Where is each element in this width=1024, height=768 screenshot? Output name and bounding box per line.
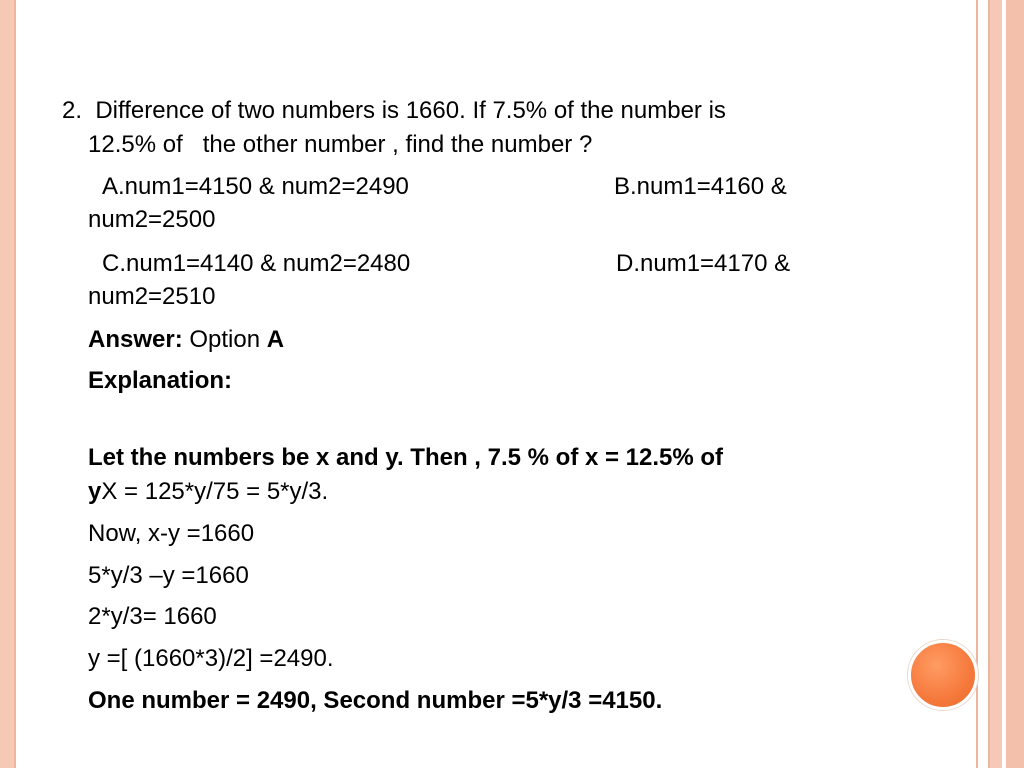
step-line: Now, x-y =1660 <box>88 520 255 547</box>
explanation-line-2-rest: X = 125*y/75 = 5*y/3. <box>101 478 329 505</box>
answer-text: Option <box>182 326 267 353</box>
question-line-1: 2. Difference of two numbers is 1660. If 7.5% of the number is <box>62 97 726 124</box>
question-line-2: 12.5% of the other number , find the number ? <box>88 131 593 158</box>
explanation-line-2-bold: y <box>88 478 102 505</box>
explanation-line-2 <box>88 475 328 508</box>
conclusion-line: One number = 2490, Second number =5*y/3 =4150. <box>88 687 663 714</box>
answer-option: A <box>266 326 285 353</box>
option-b-part-2: num2=2500 <box>88 206 216 233</box>
option-d-part-2: num2=2510 <box>88 283 216 310</box>
option-b-part-1: B.num1=4160 & <box>614 173 787 200</box>
option-d-part-1: D.num1=4170 & <box>616 250 791 277</box>
explanation-line-1: Let the numbers be x and y. Then , 7.5 % of x = 12.5% of <box>88 444 724 471</box>
answer-label: Answer: <box>88 326 183 353</box>
step-line: 5*y/3 –y =1660 <box>88 562 249 589</box>
explanation-label: Explanation: <box>88 367 233 394</box>
step-line: y =[ (1660*3)/2] =2490. <box>88 645 334 672</box>
step-line: 2*y/3= 1660 <box>88 603 217 630</box>
option-a: A.num1=4150 & num2=2490 <box>102 173 409 200</box>
answer-line <box>88 323 284 356</box>
option-c: C.num1=4140 & num2=2480 <box>102 250 411 277</box>
